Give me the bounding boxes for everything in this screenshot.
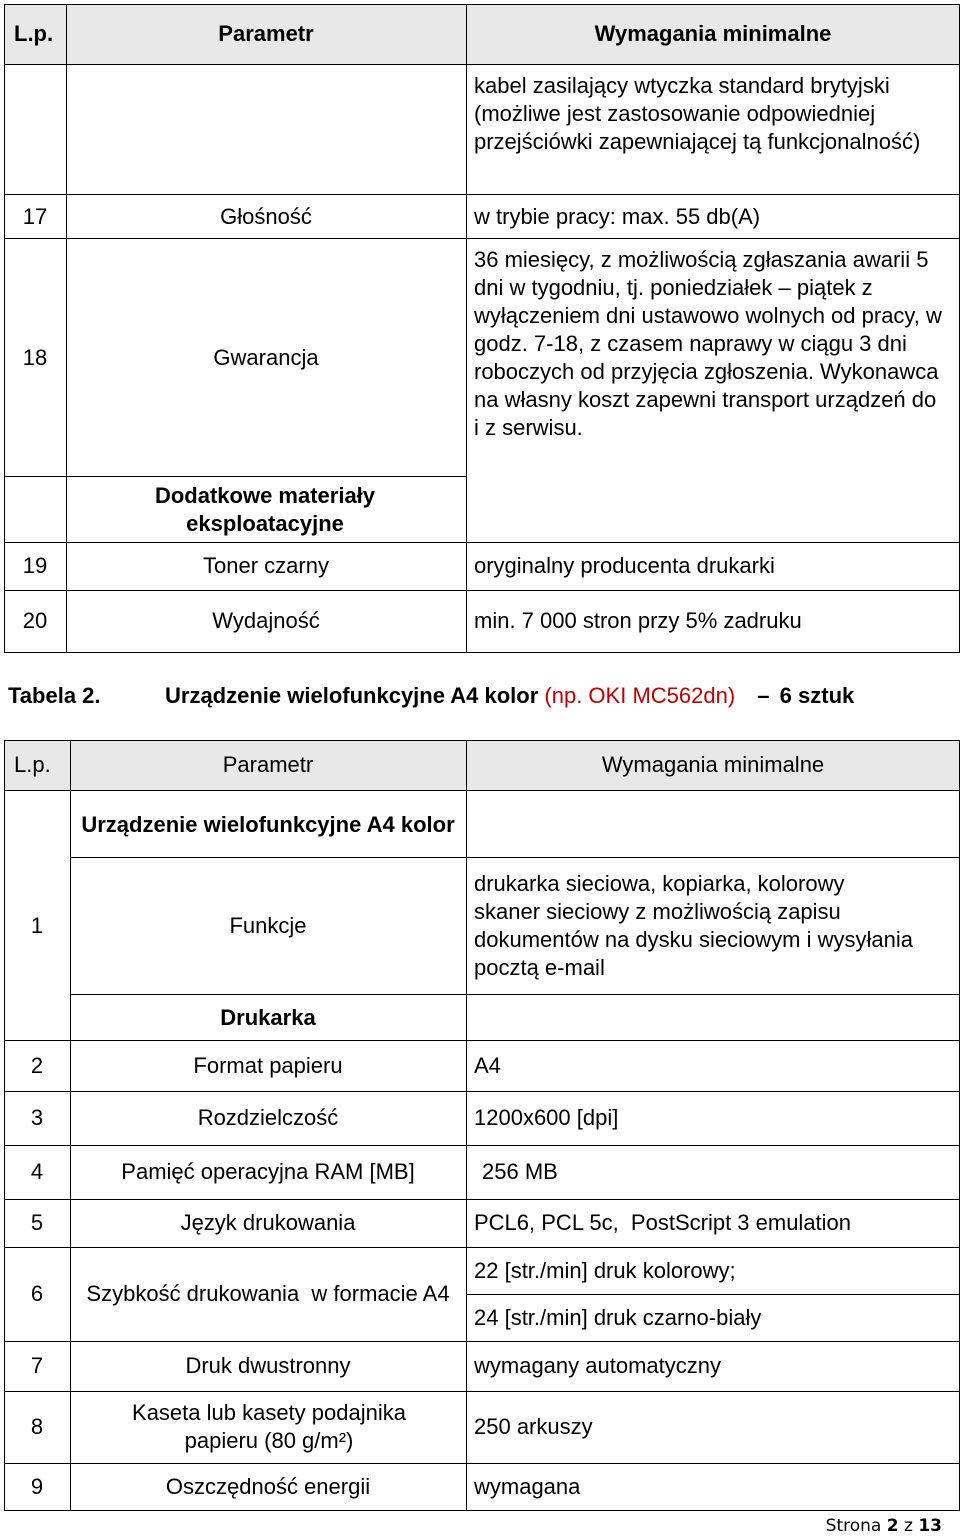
t2-header-lp: L.p. (4, 740, 70, 790)
t1-row19-lp: 19 (22, 553, 48, 578)
t1-line-header (4, 64, 960, 65)
t2-row1-lp: 1 (30, 913, 44, 938)
t1-line-a (4, 194, 960, 195)
t2-line-r2 (4, 1091, 960, 1092)
t2-line-bottom (4, 1510, 960, 1511)
t2-row1-param: Funkcje (229, 913, 307, 938)
t1-row19-param: Toner czarny (203, 553, 329, 578)
t1-row18-param: Gwarancja (213, 345, 319, 370)
t2-header-param: Parametr (70, 740, 466, 790)
t2-row4-lp: 4 (30, 1159, 44, 1184)
t2-line-r5 (4, 1247, 960, 1248)
caption-title (165, 683, 854, 709)
page-sep: z (903, 1516, 913, 1536)
t1-vline-2 (466, 4, 467, 653)
t1-row20-lp: 20 (22, 608, 48, 633)
t2-line-r3 (4, 1145, 960, 1146)
t2-vline-1 (70, 740, 71, 1511)
t2-row8-lp: 8 (30, 1414, 44, 1439)
t2-row6-lp: 6 (30, 1281, 44, 1306)
t2-row5-lp: 5 (30, 1210, 44, 1235)
t2-line-section2 (4, 1040, 960, 1041)
t2-row5-req: PCL6, PCL 5c, PostScript 3 emulation (474, 1210, 852, 1235)
t2-vline-left (4, 740, 5, 1511)
t2-row8-param: Kaseta lub kasety podajnika papieru (80 g/m²) (132, 1400, 406, 1453)
t2-row2-lp: 2 (30, 1053, 44, 1078)
t2-row6-req-color: 22 [str./min] druk kolorowy; (474, 1258, 736, 1283)
t1-line-c (4, 476, 466, 477)
t2-header-req: Wymagania minimalne (466, 740, 960, 790)
t1-header-lp: L.p. (4, 4, 66, 64)
t2-row8-req: 250 arkuszy (474, 1414, 593, 1439)
caption-dash: – (757, 683, 770, 708)
page-number (826, 1516, 942, 1536)
t2-line-section1 (70, 857, 960, 858)
t2-line-r6 (4, 1341, 960, 1342)
t2-row9-lp: 9 (30, 1474, 44, 1499)
t2-row3-req: 1200x600 [dpi] (474, 1105, 619, 1130)
t1-row-cable-req: kabel zasilający wtyczka standard brytyjski (możliwe jest zastosowanie odpowiedniej przejściówki zapewniającej tą funkcjonalność) (474, 73, 921, 154)
t2-row2-param: Format papieru (193, 1053, 343, 1078)
t2-row2-req: A4 (474, 1053, 501, 1078)
t2-row4-param: Pamięć operacyjna RAM [MB] (121, 1159, 415, 1184)
caption-label: Tabela 2. (8, 683, 101, 708)
t1-line-d (4, 542, 960, 543)
t1-line-top (4, 4, 960, 5)
t2-vline-2 (466, 740, 467, 1511)
t2-line-header (4, 790, 960, 791)
t2-line-r8 (4, 1463, 960, 1464)
t2-row3-lp: 3 (30, 1105, 44, 1130)
t2-line-r7 (4, 1391, 960, 1392)
t1-header-param: Parametr (66, 4, 466, 64)
t2-row5-param: Język drukowania (180, 1210, 356, 1235)
t1-line-b (4, 238, 960, 239)
t2-row6-req-mono: 24 [str./min] druk czarno-biały (474, 1305, 762, 1330)
t1-line-e (4, 590, 960, 591)
t1-row19-req: oryginalny producenta drukarki (474, 553, 775, 578)
t1-section-consumables: Dodatkowe materiały eksploatacyjne (154, 483, 376, 536)
t1-row20-req: min. 7 000 stron przy 5% zadruku (474, 608, 802, 633)
page-current: 2 (886, 1516, 899, 1536)
t1-row20-param: Wydajność (212, 608, 320, 633)
t2-row3-param: Rozdzielczość (197, 1105, 339, 1130)
t2-row9-param: Oszczędność energii (165, 1474, 371, 1499)
t2-section-device: Urządzenie wielofunkcyjne A4 kolor (81, 812, 455, 837)
t2-line-row1 (70, 994, 960, 995)
caption-qty: 6 sztuk (779, 683, 855, 708)
t1-line-bottom (4, 652, 960, 653)
t1-row17-lp: 17 (22, 204, 48, 229)
t2-section-printer: Drukarka (220, 1005, 316, 1030)
t1-row18-req: 36 miesięcy, z możliwością zgłaszania awarii 5 dni w tygodniu, tj. poniedziałek – piątek z wyłączeniem dni ustawowo wolnych od pracy, w godz. 7-18, z czasem naprawy w ciągu 3 dni roboczych od przyjęcia zgłoszenia. Wykonawca na własny koszt zapewni transport urządzeń do i z serwisu. (474, 247, 942, 440)
table-2-caption (8, 683, 958, 713)
t1-vline-left (4, 4, 5, 653)
t2-line-r4 (4, 1199, 960, 1200)
t2-row4-req: 256 MB (482, 1159, 558, 1184)
t2-row7-lp: 7 (30, 1353, 44, 1378)
t2-line-top (4, 740, 960, 741)
t2-row1-req: drukarka sieciowa, kopiarka, kolorowy skaner sieciowy z możliwością zapisu dokumentów na dysku sieciowym i wysyłania pocztą e-mail (474, 871, 913, 980)
t2-row7-req: wymagany automatyczny (474, 1353, 721, 1378)
t1-row17-param: Głośność (220, 204, 312, 229)
t2-line-r6-split (466, 1294, 960, 1295)
t2-row7-param: Druk dwustronny (185, 1353, 351, 1378)
caption-model: (np. OKI MC562dn) (544, 683, 736, 708)
t1-row17-req: w trybie pracy: max. 55 db(A) (474, 204, 761, 229)
t2-row6-param: Szybkość drukowania w formacie A4 (86, 1281, 450, 1306)
t1-header-req: Wymagania minimalne (466, 4, 960, 64)
t1-vline-1 (66, 4, 67, 653)
caption-title-text: Urządzenie wielofunkcyjne A4 kolor (165, 683, 539, 708)
page-prefix: Strona (825, 1516, 882, 1536)
t2-row9-req: wymagana (474, 1474, 581, 1499)
t1-row18-lp: 18 (22, 345, 48, 370)
page-total: 13 (918, 1516, 942, 1536)
